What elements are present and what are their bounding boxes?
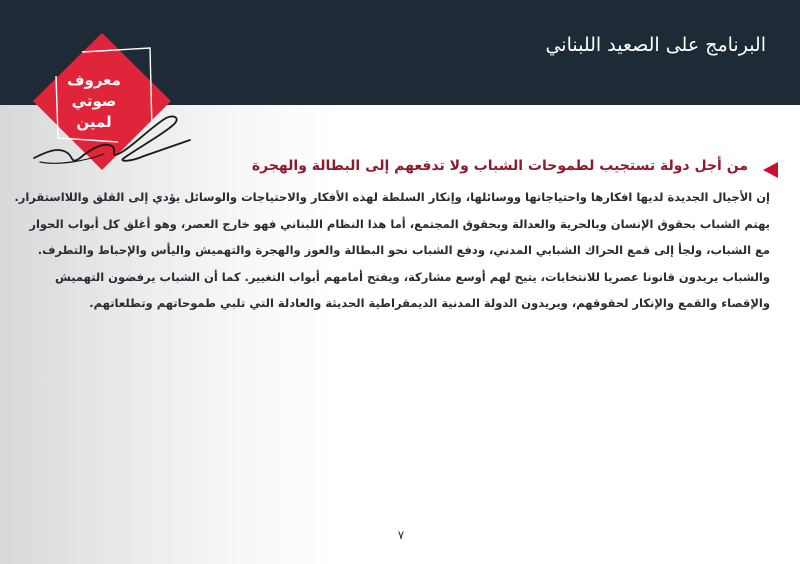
triangle-bullet-icon (760, 160, 780, 180)
body-line: مع الشباب، ولجأ إلى قمع الحراك الشبابي المدني، ودفع الشباب نحو البطالة والعوز والهجرة والتهميش واليأس والإحباط والتطرف. (37, 243, 770, 257)
section-body (14, 184, 770, 317)
logo-line-2: صوتي (71, 92, 117, 110)
logo-line-1: معروف (67, 71, 121, 89)
logo-line-3: لمين (76, 113, 112, 131)
campaign-logo (0, 0, 200, 190)
section-heading: من أجل دولة تستجيب لطموحات الشباب ولا تدفعهم إلى البطالة والهجرة (251, 158, 748, 174)
body-line: والإقصاء والقمع والإنكار لحقوقهم، ويريدون الدولة المدنية الديمقراطية الحديثة والعادلة التي تلبي طموحاتهم وتطلعاتهم. (89, 296, 770, 310)
page-number: ٧ (397, 528, 405, 542)
body-line: يهتم الشباب بحقوق الإنسان وبالحرية والعدالة وبحقوق المجتمع، أما هذا النظام اللبناني فهو خارج العصر، وهو أغلق كل أبواب الحوار (29, 216, 770, 231)
body-line: إن الأجيال الجديدة لديها افكارها واحتياجاتها ووسائلها، وإنكار السلطة لهذه الأفكار والاحتياجات والوسائل يؤدي إلى القلق واللااستقرار. (14, 190, 770, 204)
body-line: والشباب يريدون قانونا عصريا للانتخابات، يتيح لهم أوسع مشاركة، ويفتح أمامهم أبواب التغيير. كما أن الشباب يرفضون التهميش (54, 269, 770, 284)
section-heading-row (220, 158, 780, 182)
logo-slogan (44, 70, 144, 133)
page-title: البرنامج على الصعيد اللبناني (545, 34, 766, 56)
